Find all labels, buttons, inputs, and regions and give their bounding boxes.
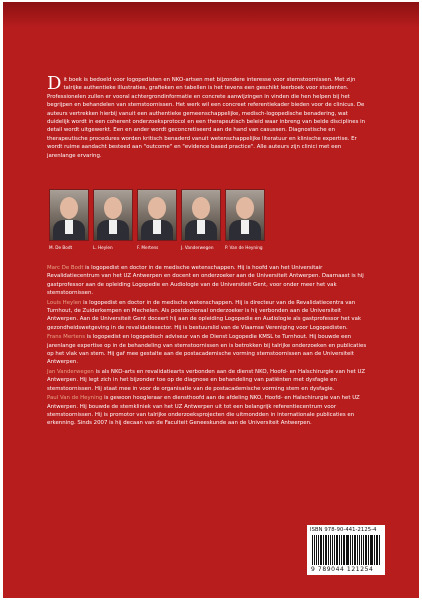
barcode-stripe (379, 535, 380, 565)
bio-paragraph (47, 264, 369, 298)
barcode-stripe (359, 535, 360, 565)
author-photos (47, 189, 369, 253)
barcode-stripe (368, 535, 369, 565)
bio-paragraph (47, 368, 369, 393)
author-caption-1: M. De Bodt (49, 245, 73, 250)
barcode-stripe (336, 535, 338, 565)
barcode-stripe (371, 535, 373, 565)
barcode-bars (312, 535, 380, 565)
bio-text: is logopedist en doctor in de medische wetenschappen. Hij is hoofd van het Universitair Revalidatiecentrum van het UZ Antwerpen en docent en onderzoeker aan de Universiteit Antwerpen. Daarnaast is hij gastprofessor aan de opleiding Logopedie en Audiologie van de Universiteit Gent, voor onder meer het vak stemstoornissen. (47, 265, 364, 297)
barcode-stripe (316, 535, 317, 565)
bio-name: Louis Heylen (47, 299, 82, 306)
barcode-stripe (339, 535, 340, 565)
author-photo-3 (137, 189, 177, 241)
bio-text: is logopedist en doctor in de medische wetenschappen. Hij is directeur van de Revalidatiecentra van Turnhout, de Zuiderkempen en Mechelen. Als postdoctoraal onderzoeker is hij verbonden aan de Universiteit Antwerpen. Aan de Universiteit Gent doceert hij aan de opleiding Logopedie en Audiologie als gastprofessor het vak gezondheidswetgeving in de revalidatiesector. Hij is bestuurslid van de Vlaamse Vereniging voor Logopedisten. (47, 299, 362, 331)
barcode-stripe (350, 535, 351, 565)
barcode-stripe (341, 535, 342, 565)
bio-paragraph (47, 299, 369, 333)
barcode-stripe (346, 535, 347, 565)
isbn-text: ISBN 978-90-441-2125-4 (310, 527, 377, 533)
barcode-stripe (328, 535, 329, 565)
bio-name: Jan Vanderwegen (47, 368, 94, 375)
back-cover (3, 2, 419, 598)
bio-text: is als NKO-arts en revalidatiearts verbonden aan de dienst NKO, Hoofd- en Halschirurgie van het UZ Antwerpen. Hij legt zich in het bijzonder toe op de diagnose en behandeling van patiënten met dysfagie en stemstoornissen. Hij staat mee in voor de organisatie van de postacademische vorming stem en dysfagie. (47, 368, 366, 392)
bio-text: is gewoon hoogleraar en diensthoofd aan de afdeling NKO, Hoofd- en Halschirurgie van het UZ Antwerpen. Hij bouwde de stemkliniek van het UZ Antwerpen uit tot een belangrijk referentiecentrum voor stemstoornissen. Hij is promotor van talrijke onderzoeksprojecten die uitmondden in internationale publicaties en erkenning. Sinds 2007 is hij decaan van de Faculteit Geneeskunde aan de Universiteit Antwerpen. (47, 395, 360, 427)
drop-cap: D (47, 73, 62, 94)
author-caption-5: P. Van de Heyning (225, 245, 263, 250)
bio-paragraph (47, 394, 369, 428)
bio-text: is logopedist en logopedisch adviseur van de Dienst Logopedie KMSL te Turnhout. Hij bouwde een jarenlange expertise op in de behandeling van stemstoornissen en is betrokken bij talrijke onderzoeken en publicaties op het vlak van stem. Hij gaf mee gestalte aan de postacademische vorming stemstoornissen aan de Universiteit Antwerpen. (47, 334, 367, 366)
bio-name: Frans Mertens (47, 334, 86, 341)
barcode-stripe (363, 535, 364, 565)
barcode-stripe (318, 535, 319, 565)
barcode-stripe (343, 535, 345, 565)
intro-paragraph (47, 73, 369, 160)
barcode-stripe (312, 535, 313, 565)
barcode-stripe (325, 535, 327, 565)
barcode-stripe (320, 535, 322, 565)
barcode-stripe (357, 535, 358, 565)
author-caption-4: J. Vanderwegen (181, 245, 214, 250)
author-caption-3: F. Mertens (137, 245, 159, 250)
barcode-stripe (370, 535, 371, 565)
author-photo-2 (93, 189, 133, 241)
barcode-stripe (354, 535, 356, 565)
author-bios (47, 264, 369, 429)
bio-paragraph (47, 333, 369, 367)
author-photo-5 (225, 189, 265, 241)
barcode-stripe (376, 535, 378, 565)
barcode-label (307, 525, 385, 575)
barcode-stripe (361, 535, 363, 565)
ean-number: 9 789044 121254 (311, 566, 374, 573)
bio-name: Marc De Bodt (47, 265, 84, 271)
bio-name: Paul Van de Heyning (47, 395, 103, 402)
barcode-stripe (330, 535, 331, 565)
barcode-stripe (352, 535, 353, 565)
author-photo-1 (49, 189, 89, 241)
barcode-stripe (374, 535, 375, 565)
author-photo-4 (181, 189, 221, 241)
barcode-stripe (332, 535, 334, 565)
barcode-stripe (323, 535, 324, 565)
barcode-stripe (314, 535, 316, 565)
barcode-stripe (365, 535, 367, 565)
barcode-stripe (334, 535, 335, 565)
barcode-stripe (347, 535, 349, 565)
intro-text: it boek is bedoeld voor logopedisten en NKO-artsen met bijzondere interesse voor stemstoornissen. Met zijn talrijke authentieke illustraties, grafieken en tabellen is het tevens een geschikt leerboek voor studenten. Professionelen zullen er vooral achtergrondinformatie en concrete aanwijzingen in vinden die hen helpen bij het begrijpen en behandelen van stemstoornissen. Het werk wil een concreet referentiekader bieden voor de clinicus. De auteurs vertrekken hierbij vanuit een authentieke gemeenschappelijke, medisch-logopedische benadering, wat duidelijk wordt in een coherent onderzoeksprotocol en een therapeutisch beleid waar inbreng van beide disciplines in detail wordt uitgewerkt. Een en ander wordt geconcretiseerd aan de hand van casussen. Diagnostische en therapeutische procedures worden kritisch benaderd vanuit wetenschappelijke literatuur en klinische expertise. Er wordt ruime aandacht besteed aan "outcome" en "evidence based practice". Alle auteurs zijn clinici met een jarenlange ervaring. (47, 77, 366, 159)
author-caption-2: L. Heylen (93, 245, 113, 250)
